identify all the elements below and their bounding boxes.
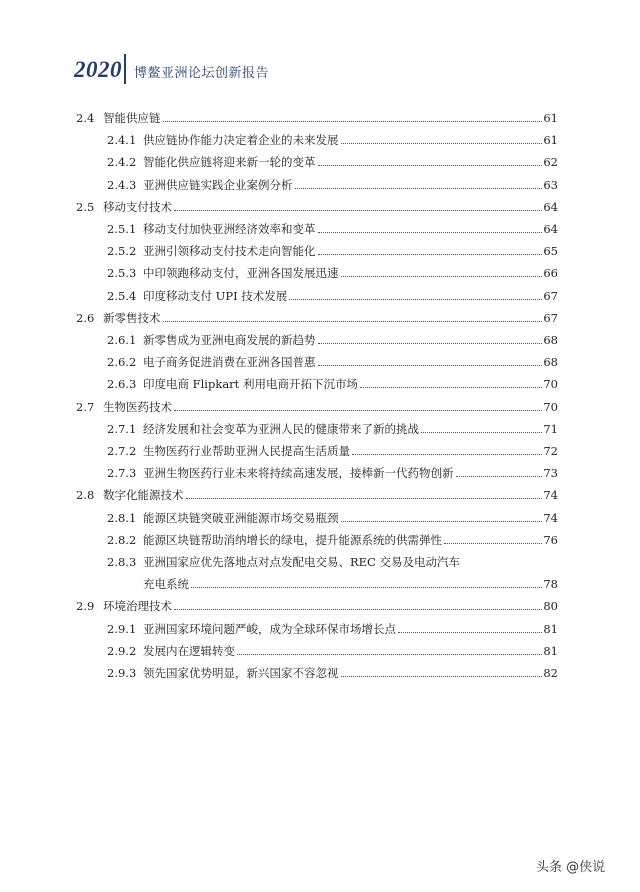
toc-page-number: 61	[543, 111, 558, 125]
toc-subsection-row[interactable]	[0, 641, 640, 661]
toc-leader-dots	[341, 276, 542, 277]
toc-title: 亚洲供应链实践企业案例分析	[143, 177, 293, 192]
toc-subsection-row[interactable]	[0, 441, 640, 461]
toc-title: 生物医药技术	[103, 399, 172, 414]
toc-leader-dots	[352, 454, 542, 455]
toc-leader-dots	[318, 365, 542, 366]
toc-number: 2.8	[76, 488, 95, 503]
toc-number: 2.9	[76, 599, 95, 614]
toc-leader-dots	[444, 543, 542, 544]
toc-page-number: 81	[543, 643, 558, 658]
toc-title: 亚洲国家应优先落地点对点发配电交易、REC 交易及电动汽车	[143, 555, 461, 569]
toc-subsection-row[interactable]	[0, 263, 640, 283]
toc-title: 能源区块链帮助消纳增长的绿电，提升能源系统的供需弹性	[143, 532, 442, 547]
toc-section-row[interactable]	[0, 308, 640, 328]
toc-page-number: 68	[543, 333, 558, 347]
toc-number: 2.6.3	[107, 377, 137, 392]
toc-leader-dots	[186, 498, 542, 499]
toc-title: 移动支付技术	[103, 199, 172, 214]
toc-subsection-row[interactable]	[0, 463, 640, 483]
toc-leader-dots	[318, 165, 542, 166]
toc-page-number: 76	[543, 532, 558, 547]
toc-page-number: 64	[543, 222, 558, 236]
toc-number: 2.4.2	[107, 155, 137, 170]
watermark: 头条 @侠说	[536, 860, 606, 875]
toc-leader-dots	[456, 476, 542, 477]
toc-section-row[interactable]	[0, 108, 640, 128]
header-divider	[124, 54, 126, 84]
toc-leader-dots	[341, 676, 542, 677]
toc-page-number: 70	[543, 399, 558, 414]
toc-number: 2.4	[76, 111, 95, 125]
page-header	[0, 50, 640, 90]
toc-page-number: 68	[543, 355, 558, 370]
toc-leader-dots	[360, 387, 542, 388]
toc-title: 生物医药行业帮助亚洲人民提高生活质量	[143, 444, 350, 458]
toc-subsection-row[interactable]	[0, 419, 640, 439]
toc-leader-dots	[318, 343, 542, 344]
toc-number: 2.8.1	[107, 510, 137, 525]
toc-title: 中印领跑移动支付，亚洲各国发展迅速	[143, 266, 339, 281]
toc-title: 亚洲国家环境问题严峻，成为全球环保市场增长点	[143, 621, 396, 636]
toc-page-number: 73	[543, 466, 558, 481]
toc-title: 经济发展和社会变革为亚洲人民的健康带来了新的挑战	[143, 421, 419, 436]
toc-number: 2.9.2	[107, 643, 137, 658]
toc-leader-dots	[174, 609, 542, 610]
toc-subsection-row[interactable]	[0, 330, 640, 350]
toc-leader-dots	[318, 232, 542, 233]
toc-title: 数字化能源技术	[103, 488, 184, 503]
toc-page-number: 67	[543, 288, 558, 303]
toc-title: 电子商务促进消费在亚洲各国普惠	[143, 355, 316, 370]
toc-number: 2.5.2	[107, 244, 137, 259]
toc-number: 2.6	[76, 310, 95, 325]
report-year: 2020	[74, 57, 122, 82]
toc-leader-dots	[341, 521, 542, 522]
toc-page-number: 70	[543, 377, 558, 392]
toc-page-number: 74	[543, 488, 558, 503]
toc-number: 2.6.2	[107, 355, 137, 370]
toc-subsection-row[interactable]	[0, 219, 640, 239]
toc-subsection-row[interactable]	[0, 374, 640, 394]
toc-number: 2.6.1	[107, 333, 137, 347]
toc-leader-dots	[163, 321, 542, 322]
toc-title: 新零售技术	[103, 310, 161, 325]
toc-number: 2.8.3	[107, 555, 137, 569]
toc-number: 2.7.2	[107, 444, 137, 458]
toc-number: 2.7.3	[107, 466, 137, 481]
toc-number: 2.9.1	[107, 621, 137, 636]
toc-leader-dots	[295, 188, 542, 189]
toc-subsection-row[interactable]	[0, 152, 640, 172]
toc-subsection-row[interactable]	[0, 241, 640, 261]
toc-page-number: 78	[543, 577, 558, 592]
toc-number: 2.8.2	[107, 532, 137, 547]
toc-title: 印度电商 Flipkart 利用电商开拓下沉市场	[143, 377, 358, 392]
toc-number: 2.5.4	[107, 288, 137, 303]
toc-continuation-row[interactable]	[0, 574, 640, 594]
toc-title-continued: 充电系统	[143, 577, 189, 592]
toc-subsection-row[interactable]	[0, 130, 640, 150]
toc-page-number: 81	[543, 621, 558, 636]
toc-number: 2.5.1	[107, 222, 137, 236]
toc-section-row[interactable]	[0, 397, 640, 417]
toc-number: 2.7	[76, 399, 95, 414]
toc-subsection-row[interactable]	[0, 352, 640, 372]
toc-title: 移动支付加快亚洲经济效率和变革	[143, 222, 316, 236]
toc-section-row[interactable]	[0, 596, 640, 616]
toc-leader-dots	[237, 654, 542, 655]
toc-number: 2.9.3	[107, 666, 137, 680]
toc-page-number: 63	[543, 177, 558, 192]
toc-leader-dots	[318, 254, 542, 255]
toc-title: 环境治理技术	[103, 599, 172, 614]
toc-title: 印度移动支付 UPI 技术发展	[143, 288, 288, 303]
toc-title: 能源区块链突破亚洲能源市场交易瓶颈	[143, 510, 339, 525]
toc-page-number: 82	[543, 666, 558, 680]
toc-subsection-row[interactable]	[0, 286, 640, 306]
toc-number: 2.5	[76, 199, 95, 214]
toc-title: 新零售成为亚洲电商发展的新趋势	[143, 333, 316, 347]
toc-section-row[interactable]	[0, 197, 640, 217]
toc-subsection-row[interactable]	[0, 530, 640, 550]
toc-subsection-row[interactable]	[0, 552, 640, 572]
toc-number: 2.5.3	[107, 266, 137, 281]
toc-leader-dots	[174, 410, 542, 411]
toc-page-number: 71	[543, 421, 558, 436]
toc-number: 2.4.1	[107, 133, 137, 148]
toc-subsection-row[interactable]	[0, 619, 640, 639]
toc-number: 2.7.1	[107, 421, 137, 436]
toc-subsection-row[interactable]	[0, 508, 640, 528]
toc-title: 发展内在逻辑转变	[143, 643, 235, 658]
toc-page-number: 74	[543, 510, 558, 525]
toc-title: 亚洲引领移动支付技术走向智能化	[143, 244, 316, 259]
toc-page-number: 67	[543, 310, 558, 325]
toc-title: 供应链协作能力决定着企业的未来发展	[143, 133, 339, 148]
toc-title: 领先国家优势明显，新兴国家不容忽视	[143, 666, 339, 680]
toc-title: 智能化供应链将迎来新一轮的变革	[143, 155, 316, 170]
report-title: 博鳌亚洲论坛创新报告	[134, 66, 270, 81]
toc-page-number: 61	[543, 133, 558, 148]
toc-page-number: 66	[543, 266, 558, 281]
toc-page-number: 72	[543, 444, 558, 458]
toc-title: 亚洲生物医药行业未来将持续高速发展，接棒新一代药物创新	[143, 466, 454, 481]
toc-page-number: 65	[543, 244, 558, 259]
toc-leader-dots	[191, 587, 542, 588]
toc-number: 2.4.3	[107, 177, 137, 192]
toc-leader-dots	[421, 432, 542, 433]
toc-leader-dots	[398, 632, 542, 633]
toc-page-number: 80	[543, 599, 558, 614]
toc-subsection-row[interactable]	[0, 663, 640, 683]
toc-title: 智能供应链	[103, 111, 161, 125]
toc-leader-dots	[174, 210, 542, 211]
toc-leader-dots	[289, 299, 542, 300]
toc-page-number: 62	[543, 155, 558, 170]
toc-leader-dots	[163, 121, 542, 122]
toc-leader-dots	[341, 143, 542, 144]
toc-section-row[interactable]	[0, 485, 640, 505]
toc-subsection-row[interactable]	[0, 175, 640, 195]
toc-page-number: 64	[543, 199, 558, 214]
